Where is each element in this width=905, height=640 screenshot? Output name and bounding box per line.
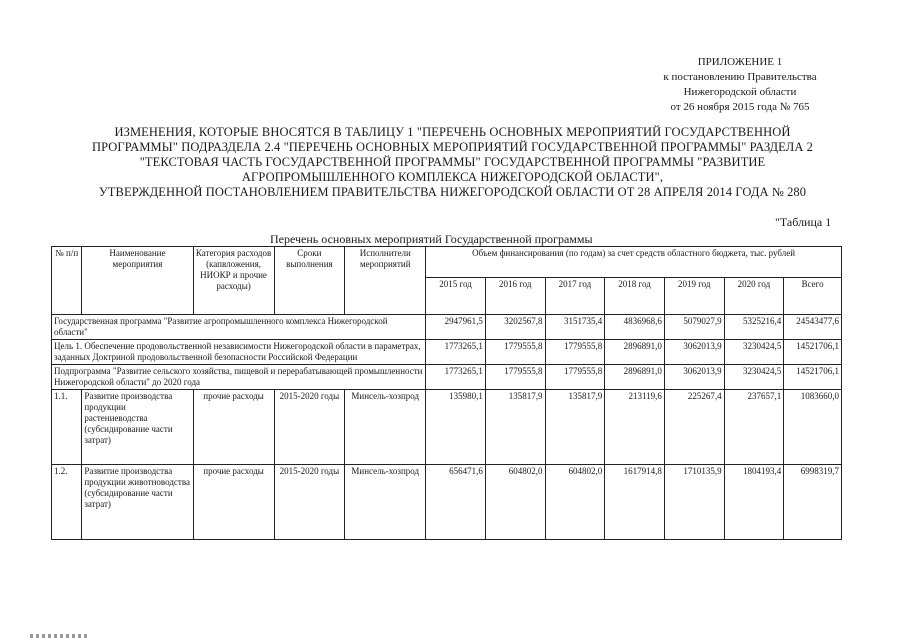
item-terms: 2015-2020 годы xyxy=(274,390,345,465)
total-cell: 6998319,7 xyxy=(784,465,842,540)
item-name: Развитие производства продукции растениеводства (субсидирование части затрат) xyxy=(82,390,193,465)
header-num: № п/п xyxy=(52,247,82,315)
heading-line: ПРОГРАММЫ" ПОДРАЗДЕЛА 2.4 "ПЕРЕЧЕНЬ ОСНОВНЫХ МЕРОПРИЯТИЙ ГОСУДАРСТВЕННОЙ ПРОГРАММЫ" РАЗДЕЛА 2 xyxy=(91,140,814,154)
document-heading xyxy=(30,125,875,200)
header-year: 2016 год xyxy=(485,278,545,315)
total-cell: 14521706,1 xyxy=(784,340,842,365)
row-label: Государственная программа "Развитие агропромышленного комплекса Нижегородской области" xyxy=(52,315,426,340)
total-cell: 24543477,6 xyxy=(784,315,842,340)
value-cell: 4836968,6 xyxy=(605,315,665,340)
row-label: Подпрограмма "Развитие сельского хозяйства, пищевой и перерабатывающей промышленности Нижегородской области" до 2020 года xyxy=(52,365,426,390)
total-cell: 14521706,1 xyxy=(784,365,842,390)
value-cell: 3202567,8 xyxy=(485,315,545,340)
value-cell: 3062013,9 xyxy=(664,340,724,365)
value-cell: 1773265,1 xyxy=(426,365,486,390)
value-cell: 237657,1 xyxy=(724,390,784,465)
header-year: 2020 год xyxy=(724,278,784,315)
value-cell: 3230424,5 xyxy=(724,365,784,390)
heading-line: АГРОПРОМЫШЛЕННОГО КОМПЛЕКСА НИЖЕГОРОДСКОЙ ОБЛАСТИ", xyxy=(241,170,664,184)
table-row xyxy=(52,340,842,365)
item-executor: Минсель-хозпрод xyxy=(345,465,426,540)
header-year: 2019 год xyxy=(664,278,724,315)
row-label: Цель 1. Обеспечение продовольственной независимости Нижегородской области в параметрах, заданных Доктриной продовольственной безопасности Российской Федерации xyxy=(52,340,426,365)
value-cell: 3151735,4 xyxy=(545,315,605,340)
table-row xyxy=(52,465,842,540)
item-terms: 2015-2020 годы xyxy=(274,465,345,540)
heading-line: УТВЕРЖДЕННОЙ ПОСТАНОВЛЕНИЕМ ПРАВИТЕЛЬСТВА НИЖЕГОРОДСКОЙ ОБЛАСТИ ОТ 28 АПРЕЛЯ 2014 ГОДА № 280 xyxy=(98,185,807,199)
item-name: Развитие производства продукции животноводства (субсидирование части затрат) xyxy=(82,465,193,540)
item-category: прочие расходы xyxy=(193,465,274,540)
value-cell: 2947961,5 xyxy=(426,315,486,340)
header-terms: Сроки выполнения xyxy=(274,247,345,315)
value-cell: 1617914,8 xyxy=(605,465,665,540)
value-cell: 1779555,8 xyxy=(545,340,605,365)
value-cell: 2896891,0 xyxy=(605,340,665,365)
value-cell: 135980,1 xyxy=(426,390,486,465)
table-row xyxy=(52,365,842,390)
annex-title: ПРИЛОЖЕНИЕ 1 xyxy=(697,56,783,68)
table-row xyxy=(52,315,842,340)
item-num: 1.1. xyxy=(52,390,82,465)
header-year: 2015 год xyxy=(426,278,486,315)
value-cell: 135817,9 xyxy=(545,390,605,465)
header-category: Категория расходов (капвложения, НИОКР и прочие расходы) xyxy=(193,247,274,315)
value-cell: 225267,4 xyxy=(664,390,724,465)
value-cell: 604802,0 xyxy=(485,465,545,540)
value-cell: 1779555,8 xyxy=(485,340,545,365)
annex-date: от 26 ноября 2015 года № 765 xyxy=(670,101,810,113)
total-cell: 1083660,0 xyxy=(784,390,842,465)
scan-artifact xyxy=(30,634,90,638)
header-year: 2018 год xyxy=(605,278,665,315)
value-cell: 3230424,5 xyxy=(724,340,784,365)
value-cell: 1779555,8 xyxy=(485,365,545,390)
header-name: Наименование мероприятия xyxy=(82,247,193,315)
value-cell: 1804193,4 xyxy=(724,465,784,540)
value-cell: 135817,9 xyxy=(485,390,545,465)
value-cell: 3062013,9 xyxy=(664,365,724,390)
header-year: 2017 год xyxy=(545,278,605,315)
table-row xyxy=(52,390,842,465)
value-cell: 5325216,4 xyxy=(724,315,784,340)
header-funding: Объем финансирования (по годам) за счет средств областного бюджета, тыс. рублей xyxy=(426,247,842,278)
table-title: Перечень основных мероприятий Государственной программы xyxy=(270,232,593,246)
table-note: "Таблица 1 xyxy=(775,215,832,229)
heading-line: "ТЕКСТОВАЯ ЧАСТЬ ГОСУДАРСТВЕННОЙ ПРОГРАММЫ" ГОСУДАРСТВЕННОЙ ПРОГРАММЫ "РАЗВИТИЕ xyxy=(139,155,766,169)
table-header-row xyxy=(52,247,842,278)
value-cell: 656471,6 xyxy=(426,465,486,540)
annex-line: к постановлению Правительства xyxy=(663,71,817,83)
measures-table xyxy=(51,246,842,540)
value-cell: 5079027,9 xyxy=(664,315,724,340)
value-cell: 1779555,8 xyxy=(545,365,605,390)
value-cell: 1773265,1 xyxy=(426,340,486,365)
value-cell: 604802,0 xyxy=(545,465,605,540)
item-category: прочие расходы xyxy=(193,390,274,465)
value-cell: 213119,6 xyxy=(605,390,665,465)
header-total: Всего xyxy=(784,278,842,315)
item-executor: Минсель-хозпрод xyxy=(345,390,426,465)
value-cell: 2896891,0 xyxy=(605,365,665,390)
value-cell: 1710135,9 xyxy=(664,465,724,540)
item-num: 1.2. xyxy=(52,465,82,540)
header-executors: Исполнители мероприятий xyxy=(345,247,426,315)
annex-block xyxy=(640,55,840,115)
heading-line: ИЗМЕНЕНИЯ, КОТОРЫЕ ВНОСЯТСЯ В ТАБЛИЦУ 1 "ПЕРЕЧЕНЬ ОСНОВНЫХ МЕРОПРИЯТИЙ ГОСУДАРСТВЕННОЙ xyxy=(114,125,791,139)
annex-line: Нижегородской области xyxy=(683,86,797,98)
